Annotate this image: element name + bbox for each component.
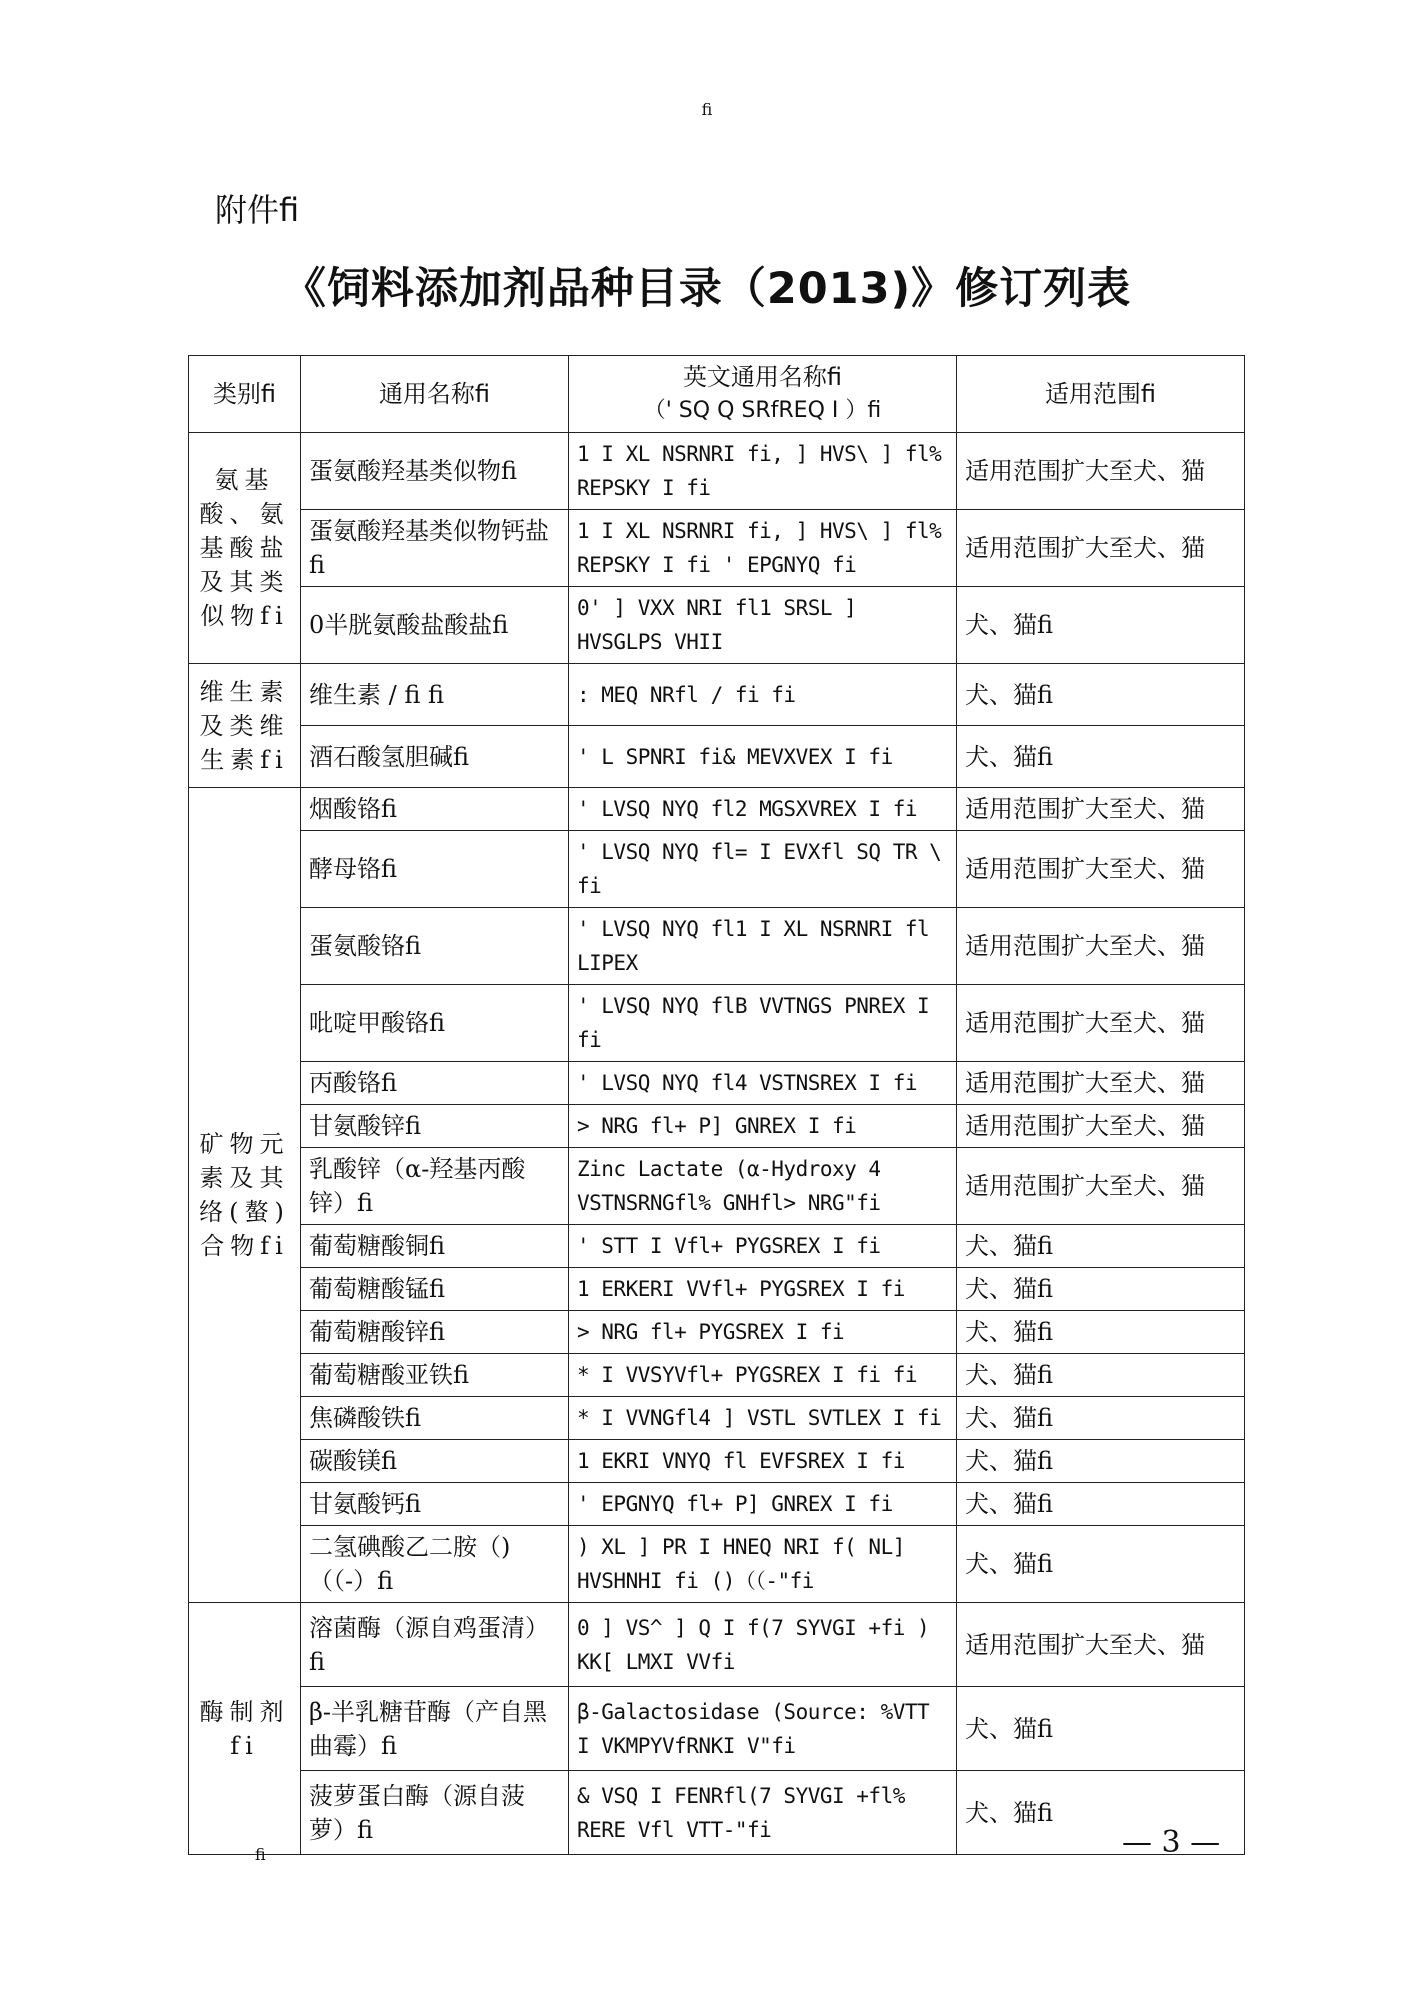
header-scope: 适用范围fi: [957, 356, 1245, 433]
table-row: [189, 1440, 1245, 1483]
header-mark: fi: [701, 100, 713, 119]
table-row: [189, 1062, 1245, 1105]
scope-cell: 犬、猫fi: [957, 1771, 1245, 1855]
english-name-cell: β-Galactosidase (Source: %VTT I VKMPYVfRNKI V"fi: [569, 1687, 957, 1771]
name-cell: 吡啶甲酸铬fi: [301, 985, 569, 1062]
english-name-cell: ' EPGNYQ fl+ P] GNREX I fi: [569, 1483, 957, 1526]
table-row: [189, 587, 1245, 664]
category-cell: 矿物元素及其络(螯)合物fi: [189, 788, 301, 1603]
table-row: [189, 726, 1245, 788]
header-english-name-sub: （' SQ Q SRfREQ I ）fi: [643, 398, 882, 423]
name-cell: 葡萄糖酸亚铁fi: [301, 1354, 569, 1397]
name-cell: 维生素 / fi fi: [301, 664, 569, 726]
table-row: [189, 788, 1245, 831]
english-name-cell: 0' ] VXX NRI fl1 SRSL ] HVSGLPS VHII: [569, 587, 957, 664]
scope-cell: 适用范围扩大至犬、猫: [957, 1062, 1245, 1105]
table-row: [189, 985, 1245, 1062]
table-row: [189, 1603, 1245, 1687]
revision-table: [188, 355, 1245, 1855]
english-name-cell: Zinc Lactate (α-Hydroxy 4 VSTNSRNGfl% GNHfl> NRG"fi: [569, 1148, 957, 1225]
scope-cell: 犬、猫fi: [957, 587, 1245, 664]
name-cell: 甘氨酸钙fi: [301, 1483, 569, 1526]
scope-cell: 适用范围扩大至犬、猫: [957, 908, 1245, 985]
table-row: [189, 1687, 1245, 1771]
english-name-cell: 0 ] VS^ ] Q I f(7 SYVGI +fi ) KK[ LMXI VVfi: [569, 1603, 957, 1687]
scope-cell: 犬、猫fi: [957, 664, 1245, 726]
scope-cell: 适用范围扩大至犬、猫: [957, 1148, 1245, 1225]
attachment-label: 附件fi: [215, 191, 300, 229]
english-name-cell: ' LVSQ NYQ fl1 I XL NSRNRI fl LIPEX: [569, 908, 957, 985]
table-row: [189, 664, 1245, 726]
category-cell: 维生素及类维生素fi: [189, 664, 301, 788]
name-cell: 0半胱氨酸盐酸盐fi: [301, 587, 569, 664]
english-name-cell: * I VVNGfl4 ] VSTL SVTLEX I fi: [569, 1397, 957, 1440]
header-common-name: 通用名称fi: [301, 356, 569, 433]
name-cell: β-半乳糖苷酶（产自黑曲霉）fi: [301, 1687, 569, 1771]
name-cell: 菠萝蛋白酶（源自菠萝）fi: [301, 1771, 569, 1855]
table-row: [189, 1148, 1245, 1225]
english-name-cell: > NRG fl+ PYGSREX I fi: [569, 1311, 957, 1354]
table-row: [189, 1526, 1245, 1603]
scope-cell: 犬、猫fi: [957, 1483, 1245, 1526]
scope-cell: 适用范围扩大至犬、猫: [957, 985, 1245, 1062]
table-row: [189, 1311, 1245, 1354]
english-name-cell: 1 EKRI VNYQ fl EVFSREX I fi: [569, 1440, 957, 1483]
english-name-cell: ' LVSQ NYQ fl2 MGSXVREX I fi: [569, 788, 957, 831]
scope-cell: 适用范围扩大至犬、猫: [957, 788, 1245, 831]
english-name-cell: ' LVSQ NYQ fl4 VSTNSREX I fi: [569, 1062, 957, 1105]
english-name-cell: ' LVSQ NYQ flB VVTNGS PNREX I fi: [569, 985, 957, 1062]
header-english-name-main: 英文通用名称fi: [682, 363, 843, 391]
english-name-cell: 1 I XL NSRNRI fi, ] HVS\ ] fl% REPSKY I fi: [569, 433, 957, 510]
scope-cell: 犬、猫fi: [957, 726, 1245, 788]
scope-cell: 适用范围扩大至犬、猫: [957, 831, 1245, 908]
name-cell: 乳酸锌（α-羟基丙酸锌）fi: [301, 1148, 569, 1225]
table-row: [189, 1268, 1245, 1311]
scope-cell: 适用范围扩大至犬、猫: [957, 433, 1245, 510]
table-header-row: [189, 356, 1245, 433]
page-number: — 3 —: [1122, 1825, 1221, 1860]
name-cell: 溶菌酶（源自鸡蛋清）fi: [301, 1603, 569, 1687]
scope-cell: 适用范围扩大至犬、猫: [957, 1105, 1245, 1148]
english-name-cell: & VSQ I FENRfl(7 SYVGI +fl% RERE Vfl VTT-"fi: [569, 1771, 957, 1855]
scope-cell: 犬、猫fi: [957, 1268, 1245, 1311]
scope-cell: 犬、猫fi: [957, 1687, 1245, 1771]
english-name-cell: ' LVSQ NYQ fl= I EVXfl SQ TR \ fi: [569, 831, 957, 908]
scope-cell: 犬、猫fi: [957, 1397, 1245, 1440]
english-name-cell: > NRG fl+ P] GNREX I fi: [569, 1105, 957, 1148]
table-row: [189, 1354, 1245, 1397]
table-row: [189, 1105, 1245, 1148]
name-cell: 甘氨酸锌fi: [301, 1105, 569, 1148]
name-cell: 二氢碘酸乙二胺（)（（-）fi: [301, 1526, 569, 1603]
header-english-name: [569, 356, 957, 433]
scope-cell: 犬、猫fi: [957, 1225, 1245, 1268]
table-body: [189, 433, 1245, 1855]
scope-cell: 犬、猫fi: [957, 1354, 1245, 1397]
footer-mark: fi: [255, 1845, 266, 1864]
table-row: [189, 1483, 1245, 1526]
table-row: [189, 1397, 1245, 1440]
name-cell: 蛋氨酸羟基类似物钙盐fi: [301, 510, 569, 587]
table-row: [189, 1225, 1245, 1268]
name-cell: 葡萄糖酸铜fi: [301, 1225, 569, 1268]
english-name-cell: ) XL ] PR I HNEQ NRI f( NL] HVSHNHI fi ()（（-"fi: [569, 1526, 957, 1603]
english-name-cell: ' STT I Vfl+ PYGSREX I fi: [569, 1225, 957, 1268]
scope-cell: 适用范围扩大至犬、猫: [957, 1603, 1245, 1687]
name-cell: 丙酸铬fi: [301, 1062, 569, 1105]
category-cell: 氨基酸、氨基酸盐及其类似物fi: [189, 433, 301, 664]
english-name-cell: * I VVSYVfl+ PYGSREX I fi fi: [569, 1354, 957, 1397]
table-row: [189, 1771, 1245, 1855]
name-cell: 蛋氨酸羟基类似物fi: [301, 433, 569, 510]
english-name-cell: 1 I XL NSRNRI fi, ] HVS\ ] fl% REPSKY I fi ' EPGNYQ fi: [569, 510, 957, 587]
scope-cell: 适用范围扩大至犬、猫: [957, 510, 1245, 587]
name-cell: 葡萄糖酸锰fi: [301, 1268, 569, 1311]
scope-cell: 犬、猫fi: [957, 1311, 1245, 1354]
name-cell: 焦磷酸铁fi: [301, 1397, 569, 1440]
document-title: 《饲料添加剂品种目录（2013)》修订列表: [282, 264, 1132, 314]
english-name-cell: : MEQ NRfl / fi fi: [569, 664, 957, 726]
table-row: [189, 831, 1245, 908]
english-name-cell: 1 ERKERI VVfl+ PYGSREX I fi: [569, 1268, 957, 1311]
english-name-cell: ' L SPNRI fi& MEVXVEX I fi: [569, 726, 957, 788]
name-cell: 蛋氨酸铬fi: [301, 908, 569, 985]
name-cell: 酒石酸氢胆碱fi: [301, 726, 569, 788]
table-row: [189, 433, 1245, 510]
scope-cell: 犬、猫fi: [957, 1526, 1245, 1603]
header-category: 类别fi: [189, 356, 301, 433]
table-row: [189, 908, 1245, 985]
scope-cell: 犬、猫fi: [957, 1440, 1245, 1483]
name-cell: 葡萄糖酸锌fi: [301, 1311, 569, 1354]
name-cell: 碳酸镁fi: [301, 1440, 569, 1483]
table-row: [189, 510, 1245, 587]
category-cell: 酶制剂fi: [189, 1603, 301, 1855]
name-cell: 酵母铬fi: [301, 831, 569, 908]
name-cell: 烟酸铬fi: [301, 788, 569, 831]
